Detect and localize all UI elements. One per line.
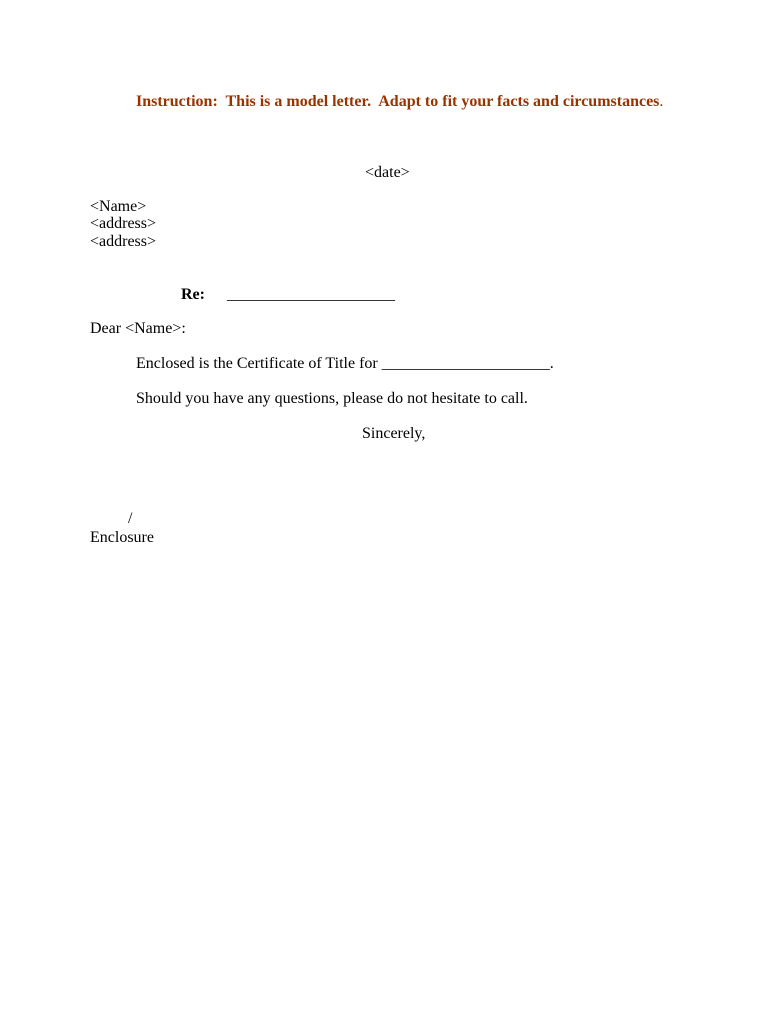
letter-date: <date> [365,164,410,181]
body-paragraph-questions: Should you have any questions, please do not hesitate to call. [136,390,528,407]
recipient-address-line-1: <address> [90,215,157,232]
instruction-period: . [659,93,664,110]
enclosure-notation: Enclosure [90,529,154,546]
closing: Sincerely, [362,425,426,442]
recipient-name: <Name> [90,198,147,215]
re-blank-line: _____________________ [227,286,395,303]
instruction-note [136,93,663,111]
re-label: Re: [181,286,205,303]
body-paragraph-enclosed: Enclosed is the Certificate of Title for _____________________. [136,355,554,372]
recipient-address-line-2: <address> [90,233,157,250]
typist-initials: / [128,510,133,527]
salutation: Dear <Name>: [90,320,186,337]
instruction-text: Instruction: This is a model letter. Adapt to fit your facts and circumstances [136,93,660,110]
